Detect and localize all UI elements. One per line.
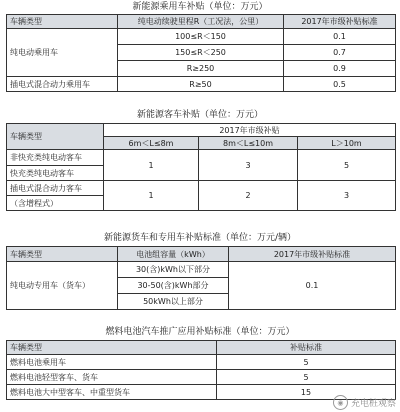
col-header: 电池组容量（kWh） bbox=[118, 247, 229, 262]
col-header: 2017年市级补贴标准 bbox=[229, 247, 396, 262]
col-header: 6m＜L≤8m bbox=[104, 137, 199, 150]
passenger-car-subsidy-table bbox=[6, 14, 396, 92]
value-cell: 5 bbox=[298, 150, 396, 181]
table-row bbox=[7, 355, 396, 370]
watermark-text: 充电桩观察 bbox=[350, 399, 396, 409]
table-header-row bbox=[7, 15, 396, 29]
vehicle-type-cell: 插电式混合动力乘用车 bbox=[7, 77, 118, 92]
table-row bbox=[7, 262, 396, 278]
value-cell: 5 bbox=[217, 370, 396, 385]
value-cell: 15 bbox=[217, 385, 396, 400]
vehicle-type-cell: 非快充类纯电动客车 bbox=[7, 150, 104, 166]
col-header: 车辆类型 bbox=[7, 247, 118, 262]
table1-title: 新能源乘用车补贴（单位：万元） bbox=[132, 2, 268, 12]
vehicle-type-cell: 插电式混合动力客车 bbox=[7, 181, 104, 196]
value-cell: 3 bbox=[199, 150, 298, 181]
value-cell: 0.9 bbox=[284, 61, 396, 77]
value-cell: 5 bbox=[217, 355, 396, 370]
vehicle-type-cell: 燃料电池乘用车 bbox=[7, 355, 217, 370]
value-cell: 0.5 bbox=[284, 77, 396, 92]
value-cell: 2 bbox=[199, 181, 298, 211]
vehicle-type-cell: （含增程式） bbox=[7, 196, 104, 211]
col-header: 补贴标准 bbox=[217, 341, 396, 355]
col-header: 车辆类型 bbox=[7, 341, 217, 355]
col-header: 2017年市级补贴 bbox=[104, 124, 396, 137]
col-header: 8m＜L≤10m bbox=[199, 137, 298, 150]
col-header: 车辆类型 bbox=[7, 15, 118, 29]
range-cell: 100≤R＜150 bbox=[118, 29, 284, 45]
col-header: 车辆类型 bbox=[7, 124, 104, 150]
value-cell: 3 bbox=[298, 181, 396, 211]
table-row bbox=[7, 181, 396, 196]
table-header-row bbox=[7, 341, 396, 355]
col-header: 2017年市级补贴标准 bbox=[284, 15, 396, 29]
table3-title: 新能源货车和专用车补贴标准（单位：万元/辆） bbox=[103, 233, 297, 243]
col-header: 纯电动续驶里程R（工况法，公里） bbox=[118, 15, 284, 29]
table-row bbox=[7, 370, 396, 385]
vehicle-type-cell: 纯电动专用车（货车） bbox=[7, 262, 118, 310]
truck-subsidy-table bbox=[6, 246, 396, 310]
vehicle-type-cell: 纯电动乘用车 bbox=[7, 29, 118, 77]
value-cell: 0.1 bbox=[284, 29, 396, 45]
vehicle-type-cell: 快充类纯电动客车 bbox=[7, 166, 104, 181]
value-cell: 1 bbox=[104, 150, 199, 181]
range-cell: 30-50(含)kWh部分 bbox=[118, 278, 229, 294]
range-cell: 50kWh以上部分 bbox=[118, 294, 229, 310]
table-row bbox=[7, 29, 396, 45]
range-cell: 30(含)kWh以下部分 bbox=[118, 262, 229, 278]
fuel-cell-subsidy-table bbox=[6, 340, 396, 400]
vehicle-type-cell: 燃料电池轻型客车、货车 bbox=[7, 370, 217, 385]
range-cell: R≥50 bbox=[118, 77, 284, 92]
range-cell: R≥250 bbox=[118, 61, 284, 77]
table-header-row bbox=[7, 247, 396, 262]
range-cell: 150≤R＜250 bbox=[118, 45, 284, 61]
table-header-row bbox=[7, 124, 396, 137]
value-cell: 1 bbox=[104, 181, 199, 211]
value-cell: 0.1 bbox=[229, 262, 396, 310]
table-row bbox=[7, 77, 396, 92]
bus-subsidy-table bbox=[6, 123, 396, 211]
table2-title: 新能源客车补贴（单位：万元） bbox=[136, 110, 263, 120]
watermark bbox=[333, 395, 396, 410]
table-row bbox=[7, 150, 396, 166]
wechat-icon: ◉ bbox=[333, 395, 348, 410]
table4-title: 燃料电池汽车推广应用补贴标准（单位：万元） bbox=[105, 327, 295, 337]
col-header: L＞10m bbox=[298, 137, 396, 150]
vehicle-type-cell: 燃料电池大中型客车、中重型货车 bbox=[7, 385, 217, 400]
value-cell: 0.7 bbox=[284, 45, 396, 61]
